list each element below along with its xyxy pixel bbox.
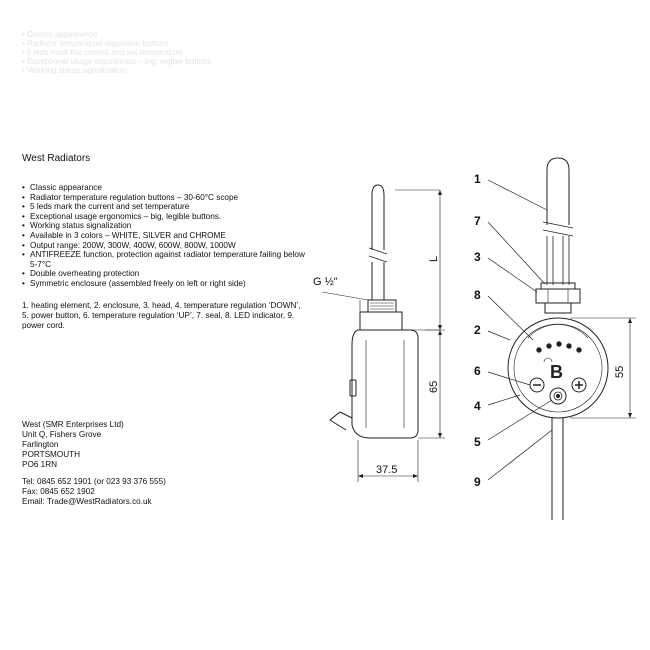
side-view xyxy=(322,185,445,482)
enclosure-side xyxy=(352,330,418,438)
led xyxy=(547,344,551,348)
address-line: PORTSMOUTH xyxy=(22,450,81,459)
power-cord-side xyxy=(330,412,352,430)
element-lower-side xyxy=(372,262,384,300)
callout-number: 7 xyxy=(474,214,481,228)
feature-item: • Classic appearance xyxy=(22,183,307,193)
feature-item: • Exceptional usage ergonomics – big, legible buttons. xyxy=(22,212,307,222)
feature-item: • Double overheating protection xyxy=(22,269,307,279)
neck-front xyxy=(545,303,571,313)
side-button xyxy=(350,380,356,396)
callout-number: 3 xyxy=(474,250,481,264)
feature-item: • Output range: 200W, 300W, 400W, 600W, 800W, 1000W xyxy=(22,241,307,251)
feature-item: • Available in 3 colors – WHITE, SILVER and CHROME xyxy=(22,231,307,241)
heating-element-side xyxy=(372,185,384,250)
feature-item: • Symmetric enclosure (assembled freely on left or right side) xyxy=(22,279,307,289)
part-callouts xyxy=(474,172,481,489)
address-line: Unit Q, Fishers Grove xyxy=(22,430,102,439)
callout-leaders xyxy=(488,180,552,480)
fax-line: Fax: 0845 652 1902 xyxy=(22,487,95,496)
led xyxy=(557,342,561,346)
break-mark xyxy=(369,248,387,262)
led xyxy=(567,344,571,348)
feature-item: • Radiator temperature regulation buttons – 30-60°C scope xyxy=(22,193,307,203)
feature-item: • 5 leds mark the current and set temperature xyxy=(22,202,307,212)
callout-number: 4 xyxy=(474,399,481,413)
head-front xyxy=(536,289,580,303)
front-view xyxy=(488,158,636,520)
email-line: Email: Trade@WestRadiators.co.uk xyxy=(22,497,152,506)
page-title: West Radiators xyxy=(22,153,91,164)
address-line: Farlington xyxy=(22,440,59,449)
feature-item: • ANTIFREEZE function, protection against radiator temperature failing below 5-7°C xyxy=(22,250,307,269)
seal-front xyxy=(541,283,575,289)
led xyxy=(577,348,581,352)
parts-legend: 1. heating element, 2. enclosure, 3. head, 4. temperature regulation ‘DOWN’, 5. power button, 6. temperature regulation ‘UP’, 7. seal, 8. LED indicator, 9. power cord. xyxy=(22,301,301,330)
callout-number: 1 xyxy=(474,172,481,186)
width-dimension-label: 37.5 xyxy=(376,464,398,476)
thread-dimension-label: G ½" xyxy=(313,276,338,288)
heating-element-front xyxy=(547,158,569,225)
callout-number: 2 xyxy=(474,323,481,337)
diameter-dimension-label: 55 xyxy=(614,365,626,378)
callout-number: 6 xyxy=(474,364,481,378)
feature-item: • Working status signalization xyxy=(22,221,307,231)
callout-number: 8 xyxy=(474,288,481,302)
ghost-line: • Classic appearance xyxy=(22,30,242,39)
nut-side xyxy=(360,312,402,330)
phone-line: Tel: 0845 652 1901 (or 023 93 376 555) xyxy=(22,477,166,486)
ghost-line: • 5 leds mark the current and set temperature xyxy=(22,48,242,57)
height-dimension-label: 65 xyxy=(428,380,440,393)
address-line: PO6 1RN xyxy=(22,460,58,469)
address-line: West (SMR Enterprises Ltd) xyxy=(22,420,124,429)
ghost-line: • Radiator temperature regulation buttons xyxy=(22,39,242,48)
callout-number: 9 xyxy=(474,475,481,489)
ghost-line: • Exceptional usage ergonomics – big, legible buttons xyxy=(22,57,242,66)
callout-number: 5 xyxy=(474,435,481,449)
led xyxy=(537,348,541,352)
brand-logo-icon: B xyxy=(550,362,563,382)
power-cord-front xyxy=(552,418,563,520)
ghost-line: • Working status signalization xyxy=(22,66,242,75)
length-dimension-label: L xyxy=(428,255,440,262)
